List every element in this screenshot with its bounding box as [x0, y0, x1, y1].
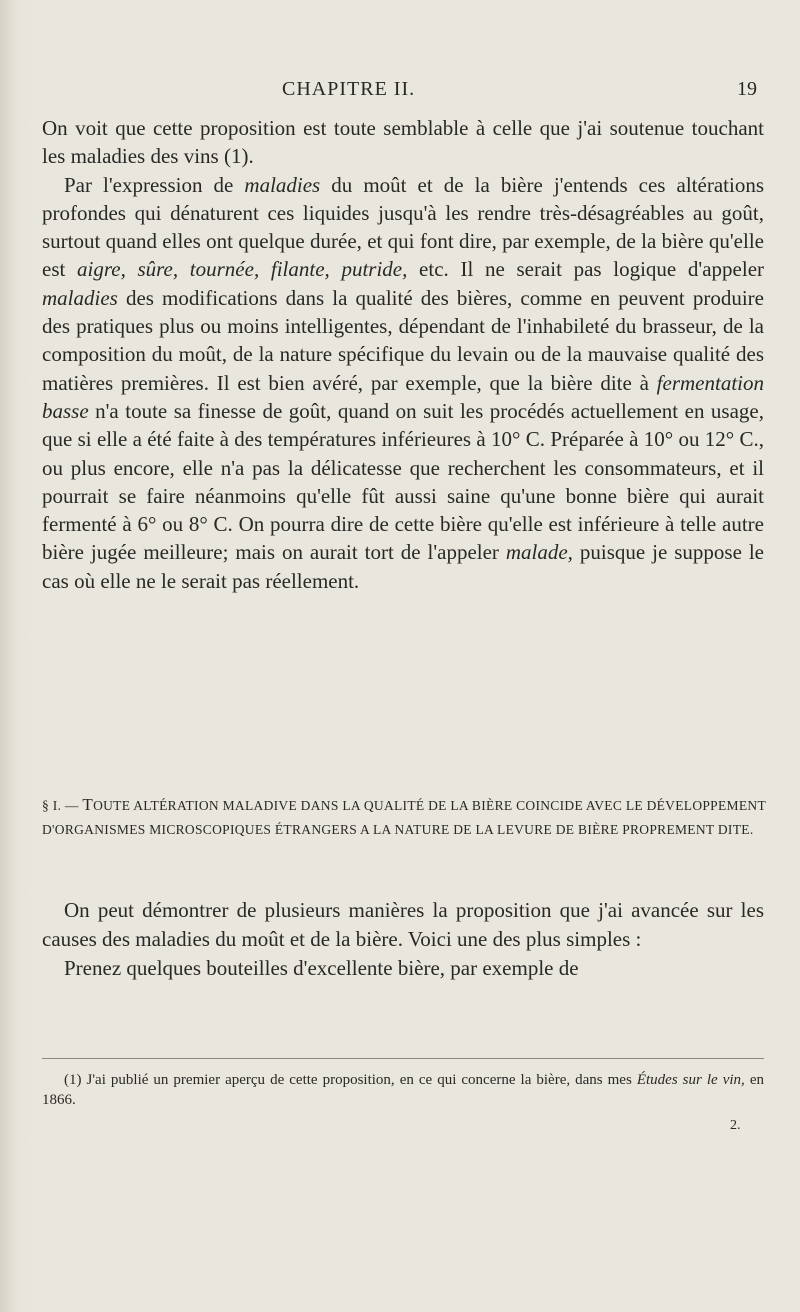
- paragraph-1: On voit que cette proposition est toute semblable à celle que j'ai soutenue touchant les maladies des vins (1).: [42, 116, 764, 169]
- italic-term: fermentation basse: [42, 370, 764, 423]
- text-run: etc. Il ne serait pas logique d'appeler: [407, 257, 765, 282]
- section-text: [42, 896, 764, 983]
- text-run: n'a toute sa finesse de goût, quand on suit les procédés actuellement en usage, que si elle a été faite à des températures inférieures à 10° C. Préparée à 10° ou 12° C., ou plus encore, elle n'a pas la délicatesse que recherchent les consommateurs, et il pourrait se faire néanmoins qu'elle fût aussi saine qu'une bonne bière qui aurait fermenté à 6° ou 8° C. On pourra dire de cette bière qu'elle est inférieure à telle autre bière jugée meilleure; mais on aurait tort de l'appeler: [42, 398, 764, 565]
- section-paragraph-1: On peut démontrer de plusieurs manières la proposition que j'ai avancée sur les causes des maladies du moût et de la bière. Voici une des plus simples :: [42, 898, 764, 951]
- section-heading: [42, 793, 766, 842]
- text-run: Par l'expression de: [64, 172, 245, 197]
- text-run: du moût et de la bière j'entends ces altérations profondes qui dénaturent ces liquides jusqu'à les rendre très-désagréables au goût, surtout quand elles ont quelque durée, et qui font dire, par exemple, de la bière qu'elle est: [42, 172, 764, 282]
- paragraph-2: [42, 171, 764, 595]
- signature-mark: 2.: [730, 1118, 741, 1133]
- heading-text: OUTE ALTÉRATION MALADIVE DANS LA QUALITÉ DE LA BIÈRE COINCIDE AVEC LE DÉVELOPPEMENT D'ORGANISMES MICROSCOPIQUES ÉTRANGERS A LA NATURE DE LA LEVURE DE BIÈRE PROPREMENT DITE.: [42, 798, 766, 837]
- text-run: des modifications dans la qualité des bières, comme en peuvent produire des pratiques plus ou moins intelligentes, dépendant de l'inhabileté du brasseur, de la composition du moût, de la nature spécifique du levain ou de la mauvaise qualité des matières premières. Il est bien avéré, par exemple, que la bière dite à: [42, 285, 764, 395]
- text-run: en 1866.: [42, 1072, 764, 1108]
- running-title: CHAPITRE II.: [282, 78, 416, 100]
- italic-term: malade,: [505, 540, 573, 565]
- text-run: puisque je suppose le cas où elle ne le serait pas réellement.: [42, 540, 764, 593]
- running-header: [0, 78, 800, 108]
- italic-term: aigre, sûre, tournée, filante, putride,: [77, 257, 408, 282]
- page-edge-shadow: [0, 0, 28, 1312]
- section-paragraph-2: Prenez quelques bouteilles d'excellente bière, par exemple de: [64, 956, 579, 980]
- footnote-text: [42, 1070, 764, 1110]
- italic-term: maladies: [42, 285, 118, 310]
- section-marker: § I. —: [42, 798, 83, 813]
- italic-title: Études sur le vin,: [636, 1072, 745, 1088]
- footnote: [42, 1070, 764, 1110]
- heading-initial: T: [82, 795, 94, 814]
- page-number: 19: [737, 78, 757, 100]
- italic-term: maladies: [244, 172, 321, 197]
- footnote-rule: [42, 1058, 764, 1059]
- main-text: [42, 114, 764, 595]
- text-run: (1) J'ai publié un premier aperçu de cette proposition, en ce qui concerne la bière, dans mes: [64, 1072, 637, 1088]
